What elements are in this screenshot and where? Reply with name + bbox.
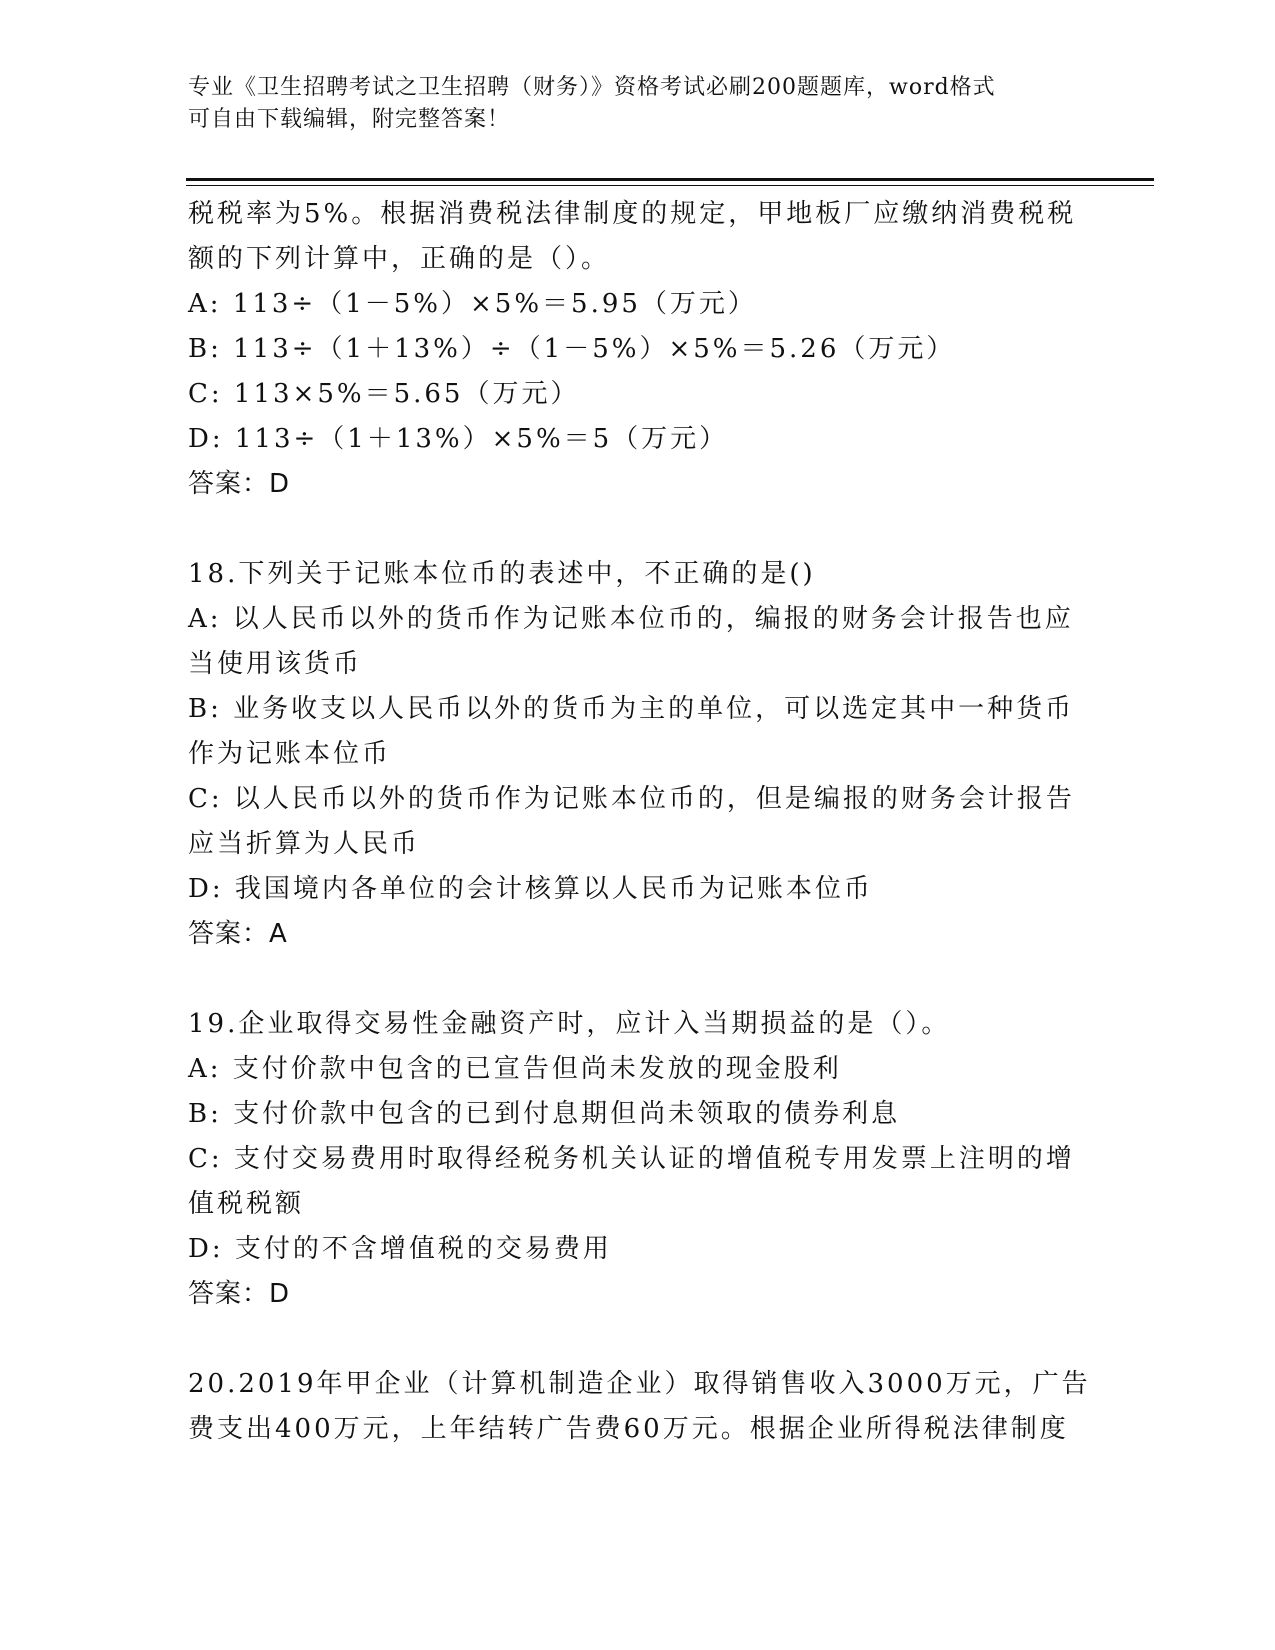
question-19 bbox=[188, 1002, 1075, 1317]
question-title: 18.下列关于记账本位币的表述中，不正确的是() bbox=[188, 559, 816, 589]
question-text-line: 费支出400万元，上年结转广告费60万元。根据企业所得税法律制度 bbox=[188, 1414, 1069, 1444]
option-d: D: 我国境内各单位的会计核算以人民币为记账本位币 bbox=[188, 874, 873, 904]
option-d: D: 113÷（1＋13%）×5%＝5（万元） bbox=[188, 424, 729, 454]
header-line-2: 可自由下载编辑，附完整答案！ bbox=[188, 107, 511, 132]
option-c: C: 113×5%＝5.65（万元） bbox=[188, 379, 580, 409]
option-a-cont: 当使用该货币 bbox=[188, 649, 363, 679]
question-gap bbox=[188, 957, 1068, 1002]
question-gap bbox=[188, 507, 1068, 552]
question-text-line: 额的下列计算中，正确的是（）。 bbox=[188, 244, 611, 274]
option-a: A: 以人民币以外的货币作为记账本位币的，编报的财务会计报告也应 bbox=[188, 604, 1074, 634]
answer-label: 答案：A bbox=[188, 919, 288, 949]
header-line-1: 专业《卫生招聘考试之卫生招聘（财务）》资格考试必刷200题题库，word格式 bbox=[188, 75, 996, 100]
document-body bbox=[188, 192, 1091, 1452]
option-b: B: 业务收支以人民币以外的货币为主的单位，可以选定其中一种货币 bbox=[188, 694, 1075, 724]
option-a: A: 支付价款中包含的已宣告但尚未发放的现金股利 bbox=[188, 1054, 842, 1084]
option-b: B: 支付价款中包含的已到付息期但尚未领取的债券利息 bbox=[188, 1099, 901, 1129]
option-b: B: 113÷（1＋13%）÷（1－5%）×5%＝5.26（万元） bbox=[188, 334, 956, 364]
option-a: A: 113÷（1－5%）×5%＝5.95（万元） bbox=[188, 289, 757, 319]
option-c: C: 支付交易费用时取得经税务机关认证的增值税专用发票上注明的增 bbox=[188, 1144, 1075, 1174]
option-d: D: 支付的不含增值税的交易费用 bbox=[188, 1234, 612, 1264]
answer-label: 答案：D bbox=[188, 1279, 291, 1309]
document-header bbox=[188, 72, 1068, 136]
question-text-line: 税税率为5%。根据消费税法律制度的规定，甲地板厂应缴纳消费税税 bbox=[188, 199, 1077, 229]
question-18 bbox=[188, 552, 1075, 957]
question-17-continuation bbox=[188, 192, 1077, 507]
question-gap bbox=[188, 1317, 1068, 1362]
option-c: C: 以人民币以外的货币作为记账本位币的，但是编报的财务会计报告 bbox=[188, 784, 1075, 814]
question-title: 19.企业取得交易性金融资产时，应计入当期损益的是（）。 bbox=[188, 1009, 951, 1039]
header-rule-thick bbox=[186, 178, 1154, 181]
header-rule-thin bbox=[186, 185, 1154, 186]
question-20 bbox=[188, 1362, 1091, 1452]
option-c-cont: 值税税额 bbox=[188, 1189, 305, 1219]
option-c-cont: 应当折算为人民币 bbox=[188, 829, 421, 859]
option-b-cont: 作为记账本位币 bbox=[188, 739, 392, 769]
answer-label: 答案：D bbox=[188, 469, 291, 499]
question-title: 20.2019年甲企业（计算机制造企业）取得销售收入3000万元，广告 bbox=[188, 1369, 1091, 1399]
